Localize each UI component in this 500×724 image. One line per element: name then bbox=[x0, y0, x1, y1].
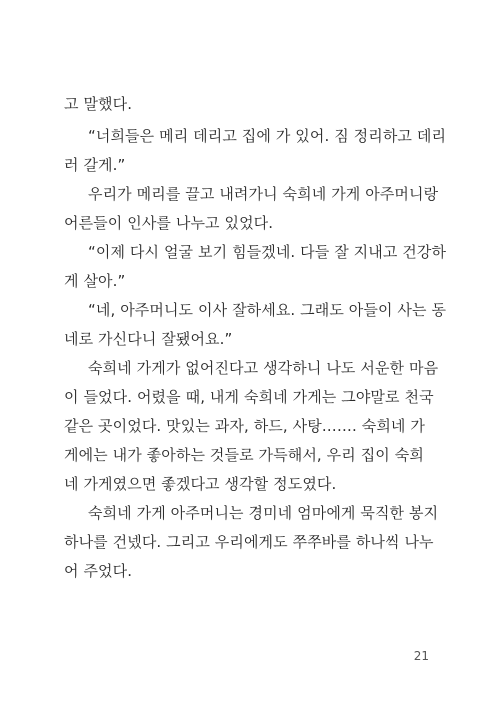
text-line: 어 주었다. bbox=[64, 562, 133, 580]
text-line: 러 갈게.” bbox=[64, 156, 126, 174]
text-line: 숙희네 가게 아주머니는 경미네 엄마에게 묵직한 봉지 bbox=[88, 504, 439, 522]
text-line: “너희들은 메리 데리고 집에 가 있어. 짐 정리하고 데리 bbox=[88, 127, 447, 145]
text-line: 이 들었다. 어렸을 때, 내게 숙희네 가게는 그야말로 천국 bbox=[64, 388, 434, 406]
text-line: 우리가 메리를 끌고 내려가니 숙희네 가게 아주머니랑 bbox=[88, 185, 439, 203]
text-line: “네, 아주머니도 이사 잘하세요. 그래도 아들이 사는 동 bbox=[88, 301, 447, 319]
text-line: 네 가게였으면 좋겠다고 생각할 정도였다. bbox=[64, 475, 337, 493]
text-line: “이제 다시 얼굴 보기 힘들겠네. 다들 잘 지내고 건강하 bbox=[88, 243, 447, 261]
text-line: 어른들이 인사를 나누고 있었다. bbox=[64, 214, 274, 232]
text-line: 하나를 건넸다. 그리고 우리에게도 쭈쭈바를 하나씩 나누 bbox=[64, 533, 434, 551]
text-line: 고 말했다. bbox=[64, 95, 133, 113]
text-line: 게에는 내가 좋아하는 것들로 가득해서, 우리 집이 숙희 bbox=[64, 446, 424, 464]
text-line: 숙희네 가게가 없어진다고 생각하니 나도 서운한 마음 bbox=[88, 359, 439, 377]
text-line: 게 살아.” bbox=[64, 272, 126, 290]
text-line: 네로 가신다니 잘됐어요.” bbox=[64, 330, 233, 348]
page-number: 21 bbox=[413, 649, 429, 663]
text-line: 같은 곳이었다. 맛있는 과자, 하드, 사탕……. 숙희네 가 bbox=[64, 417, 425, 435]
